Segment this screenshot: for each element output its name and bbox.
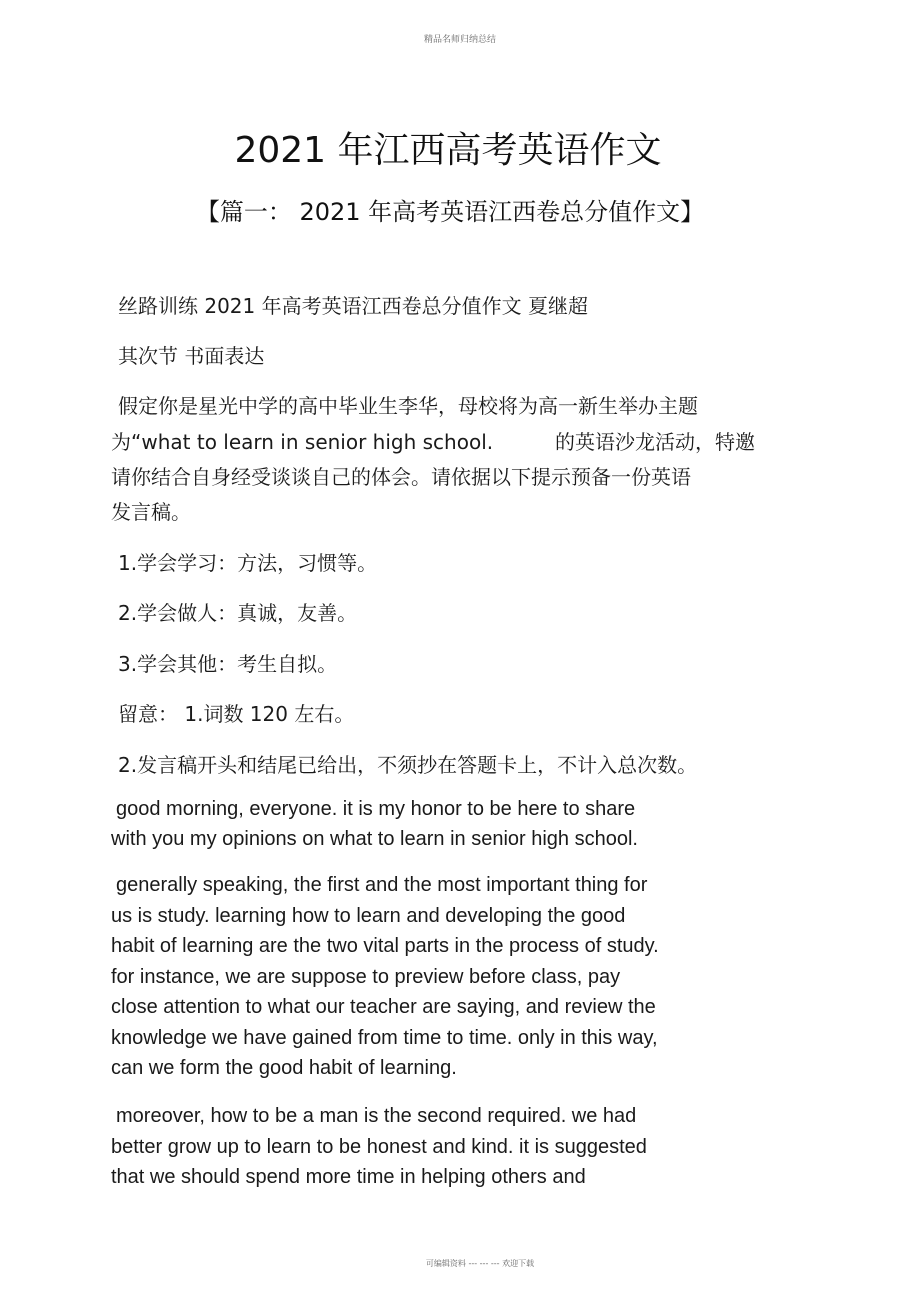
essay-line: moreover, how to be a man is the second required. we had — [116, 1105, 637, 1127]
document-subtitle: 【篇一： 2021 年高考英语江西卷总分值作文】 — [195, 198, 705, 226]
document-title: 2021 年江西高考英语作文 — [234, 130, 662, 171]
note-word-count: 留意： 1.词数 120 左右。 — [118, 702, 355, 726]
list-item: 2.学会做人：真诚，友善。 — [118, 601, 358, 625]
essay-line: generally speaking, the first and the most important thing for — [116, 874, 648, 896]
essay-line: good morning, everyone. it is my honor to be here to share — [116, 798, 636, 820]
essay-line: better grow up to learn to be honest and kind. it is suggested — [111, 1136, 647, 1158]
section-heading: 其次节 书面表达 — [118, 344, 265, 368]
byline: 丝路训练 2021 年高考英语江西卷总分值作文 夏继超 — [118, 294, 588, 318]
essay-line: for instance, we are suppose to preview before class, pay — [111, 966, 621, 988]
essay-line: us is study. learning how to learn and developing the good — [111, 905, 626, 927]
prompt-line-4: 发言稿。 — [111, 500, 191, 524]
essay-line: knowledge we have gained from time to time. only in this way, — [111, 1027, 658, 1049]
prompt-line-2b: 的英语沙龙活动，特邀 — [555, 430, 755, 454]
header-note: 精品名师归纳总结 — [423, 35, 496, 45]
note-instructions: 2.发言稿开头和结尾已给出，不须抄在答题卡上，不计入总次数。 — [118, 753, 698, 777]
prompt-line-1: 假定你是星光中学的高中毕业生李华，母校将为高一新生举办主题 — [118, 394, 698, 418]
essay-line: that we should spend more time in helping others and — [111, 1166, 586, 1188]
page-footer: 可编辑资料 --- --- --- 欢迎下载 — [425, 1259, 535, 1268]
prompt-line-3: 请你结合自身经受谈谈自己的体会。请依据以下提示预备一份英语 — [111, 465, 691, 489]
prompt-line-2a: 为“what to learn in senior high school. — [111, 430, 494, 454]
essay-line: with you my opinions on what to learn in senior high school. — [111, 828, 638, 850]
essay-line: habit of learning are the two vital parts in the process of study. — [111, 935, 659, 957]
essay-line: close attention to what our teacher are saying, and review the — [111, 996, 656, 1018]
essay-line: can we form the good habit of learning. — [111, 1057, 457, 1079]
list-item: 1.学会学习：方法，习惯等。 — [118, 551, 378, 575]
list-item: 3.学会其他：考生自拟。 — [118, 652, 338, 676]
